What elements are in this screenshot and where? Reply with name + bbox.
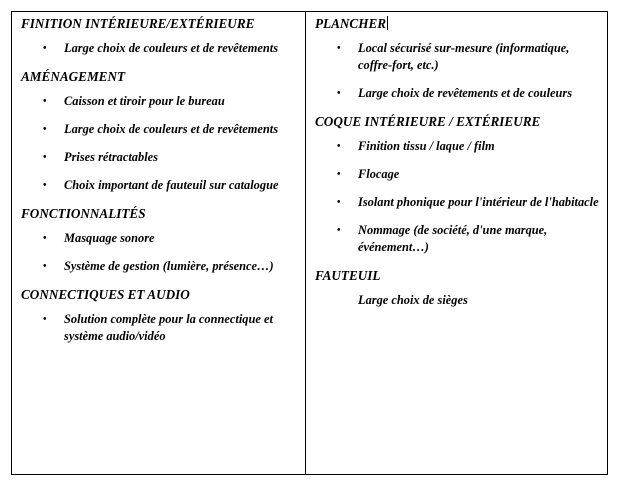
- list-item: [21, 93, 301, 110]
- section-title-fauteuil: FAUTEUIL: [315, 268, 381, 283]
- section-title-fonctionnalites: FONCTIONNALITÉS: [21, 206, 146, 221]
- bullet-icon: •: [43, 152, 47, 163]
- list-item: [21, 149, 301, 166]
- bullet-icon: •: [337, 169, 341, 180]
- feature-table: [11, 11, 608, 475]
- list-coque: [315, 138, 603, 256]
- section-title-amenagement: AMÉNAGEMENT: [21, 69, 126, 84]
- text-cursor: [387, 16, 388, 30]
- bullet-icon: •: [337, 225, 341, 236]
- bullet-icon: •: [337, 197, 341, 208]
- bullet-icon: •: [337, 88, 341, 99]
- list-item-text: Système de gestion (lumière, présence…): [64, 259, 274, 273]
- list-item-text: Prises rétractables: [64, 150, 158, 164]
- list-amenagement: [21, 93, 301, 194]
- bullet-icon: •: [43, 233, 47, 244]
- bullet-icon: •: [43, 314, 47, 325]
- list-finition: [21, 40, 301, 57]
- list-fonctionnalites: [21, 230, 301, 275]
- list-item-text: Masquage sonore: [64, 231, 155, 245]
- section-title-finition: FINITION INTÉRIEURE/EXTÉRIEURE: [21, 16, 255, 31]
- bullet-icon: •: [43, 180, 47, 191]
- list-item: [315, 40, 603, 74]
- bullet-icon: •: [43, 261, 47, 272]
- list-item: [21, 177, 301, 194]
- list-item: [315, 194, 603, 211]
- list-item-text: Large choix de couleurs et de revêtements: [64, 41, 279, 55]
- bullet-icon: •: [43, 124, 47, 135]
- list-item: [315, 138, 603, 155]
- bullet-icon: •: [43, 96, 47, 107]
- list-item: [21, 121, 301, 138]
- list-item-text: Isolant phonique pour l'intérieur de l'habitacle: [358, 195, 599, 209]
- list-item-text: Local sécurisé sur-mesure (informatique, coffre-fort, etc.): [358, 41, 570, 72]
- list-item: [21, 230, 301, 247]
- section-title-connectiques: CONNECTIQUES ET AUDIO: [21, 287, 190, 302]
- section-title-coque: COQUE INTÉRIEURE / EXTÉRIEURE: [315, 114, 541, 129]
- list-item-text: Large choix de revêtements et de couleurs: [358, 86, 573, 100]
- list-plancher: [315, 40, 603, 102]
- list-item-text: Solution complète pour la connectique et système audio/vidéo: [64, 312, 273, 343]
- list-item-text: Choix important de fauteuil sur catalogue: [64, 178, 279, 192]
- list-item-text: Large choix de couleurs et de revêtements: [64, 122, 279, 136]
- right-column: [306, 12, 607, 474]
- list-item: [21, 258, 301, 275]
- list-item: [315, 85, 603, 102]
- left-column: [12, 12, 306, 474]
- list-item: [315, 166, 603, 183]
- bullet-icon: •: [337, 141, 341, 152]
- list-item: [21, 311, 301, 345]
- list-item: [315, 222, 603, 256]
- bullet-icon: •: [337, 43, 341, 54]
- bullet-icon: •: [43, 43, 47, 54]
- list-item-text: Caisson et tiroir pour le bureau: [64, 94, 225, 108]
- list-item-text: Nommage (de société, d'une marque, événement…): [358, 223, 548, 254]
- section-title-text: PLANCHER: [315, 16, 387, 31]
- section-title-plancher[interactable]: [315, 15, 603, 32]
- list-item-text: Finition tissu / laque / film: [358, 139, 495, 153]
- fauteuil-text: Large choix de sièges: [358, 293, 468, 307]
- list-connectiques: [21, 311, 301, 345]
- list-item-text: Flocage: [358, 167, 400, 181]
- list-item: [21, 40, 301, 57]
